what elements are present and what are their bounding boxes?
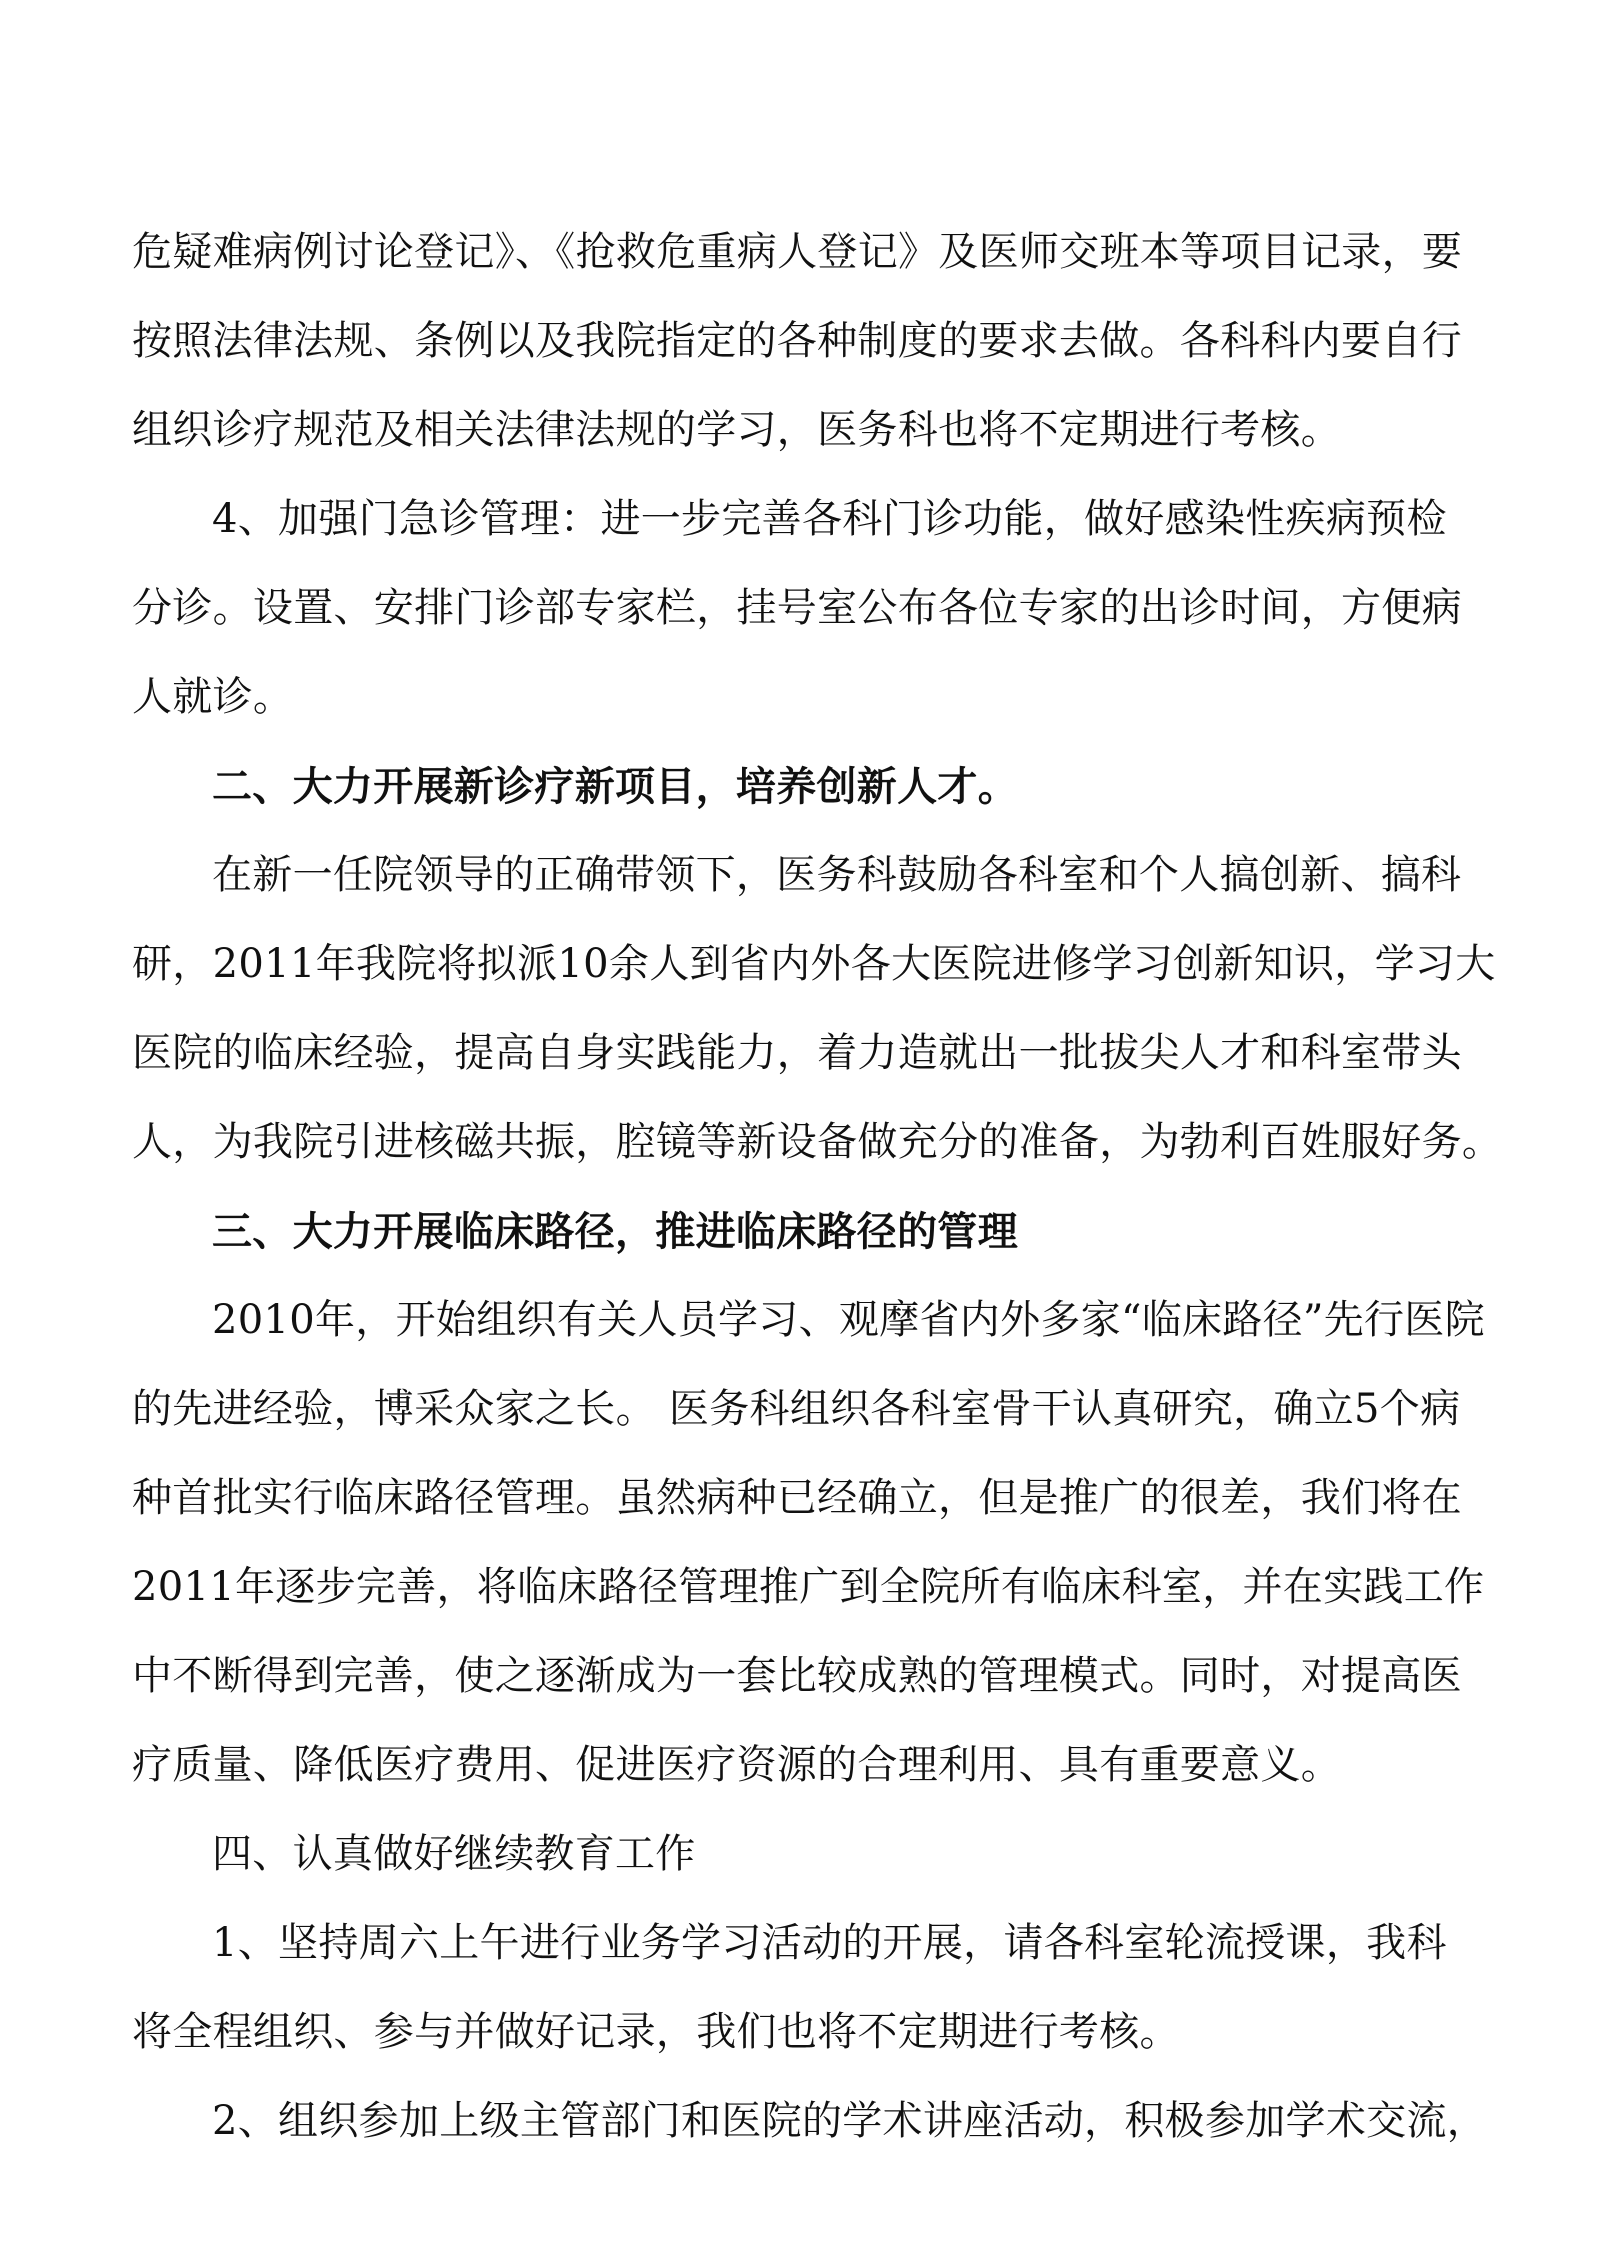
text-line: 研，2011年我院将拟派10余人到省内外各大医院进修学习创新知识，学习大 [132,941,1496,987]
section-heading: 四、认真做好继续教育工作 [212,1831,696,1877]
text-line: 人，为我院引进核磁共振，腔镜等新设备做充分的准备，为勃利百姓服好务。 [132,1119,1503,1165]
text-line: 危疑难病例讨论登记》、《抢救危重病人登记》及医师交班本等项目记录，要 [132,229,1463,275]
text-line: 分诊。设置、安排门诊部专家栏，挂号室公布各位专家的出诊时间，方便病 [132,585,1462,631]
text-line: 的先进经验，博采众家之长。 医务科组织各科室骨干认真研究，确立5个病 [132,1386,1461,1432]
text-line: 2011年逐步完善，将临床路径管理推广到全院所有临床科室，并在实践工作 [132,1564,1485,1610]
text-line: 组织诊疗规范及相关法律法规的学习，医务科也将不定期进行考核。 [132,407,1341,453]
paragraph-start-line: 2、组织参加上级主管部门和医院的学术讲座活动，积极参加学术交流， [212,2098,1488,2144]
paragraph-start-line: 1、坚持周六上午进行业务学习活动的开展，请各科室轮流授课，我科 [212,1920,1447,1966]
paragraph-start-line: 2010年，开始组织有关人员学习、观摩省内外多家“临床路径”先行医院 [212,1297,1485,1343]
text-line: 中不断得到完善，使之逐渐成为一套比较成熟的管理模式。同时，对提高医 [132,1653,1462,1699]
section-heading: 三、大力开展临床路径，推进临床路径的管理 [212,1208,1018,1255]
paragraph-start-line: 在新一任院领导的正确带领下，医务科鼓励各科室和个人搞创新、搞科 [212,852,1462,898]
text-line: 医院的临床经验，提高自身实践能力，着力造就出一批拔尖人才和科室带头 [132,1030,1462,1076]
paragraph-start-line: 4、加强门急诊管理：进一步完善各科门诊功能，做好感染性疾病预检 [212,496,1447,542]
text-line: 疗质量、降低医疗费用、促进医疗资源的合理利用、具有重要意义。 [132,1742,1341,1788]
text-line: 按照法律法规、条例以及我院指定的各种制度的要求去做。各科科内要自行 [132,318,1462,364]
document-body [132,208,1503,2166]
section-heading: 二、大力开展新诊疗新项目，培养创新人才。 [212,763,1018,810]
text-line: 将全程组织、参与并做好记录，我们也将不定期进行考核。 [132,2009,1180,2055]
text-line: 种首批实行临床路径管理。虽然病种已经确立，但是推广的很差，我们将在 [132,1475,1462,1521]
text-line: 人就诊。 [132,674,294,720]
